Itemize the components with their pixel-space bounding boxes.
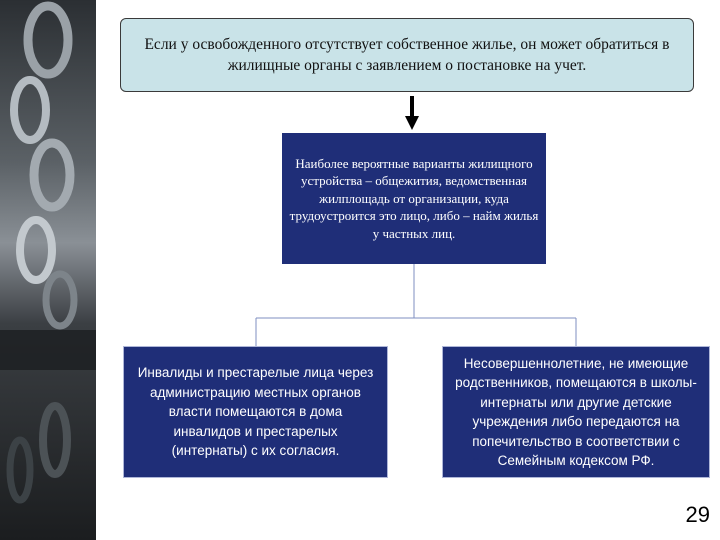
right-box-text: Несовершеннолетние, не имеющие родственников, помещаются в школы-интернаты или другие детские учреждения либо передаются на попечительство в соответствии с Семейным кодексом РФ. bbox=[455, 355, 697, 468]
page-number: 29 bbox=[685, 502, 710, 527]
disabled-elderly-box bbox=[123, 346, 388, 478]
top-box-text: Если у освобожденного отсутствует собственное жилье, он может обратиться в жилищные органы с заявлением о постановке на учет. bbox=[144, 36, 670, 74]
minors-box bbox=[442, 346, 710, 478]
middle-box-text: Наиболее вероятные варианты жилищного устройства – общежития, ведомственная жилплощадь от организации, куда трудоустроится это лицо, либо – найм жилья у частных лиц. bbox=[289, 155, 539, 241]
left-box-text: Инвалиды и престарелые лица через администрацию местных органов власти помещаются в дома инвалидов и престарелых (интернаты) с их согласия. bbox=[137, 365, 374, 459]
